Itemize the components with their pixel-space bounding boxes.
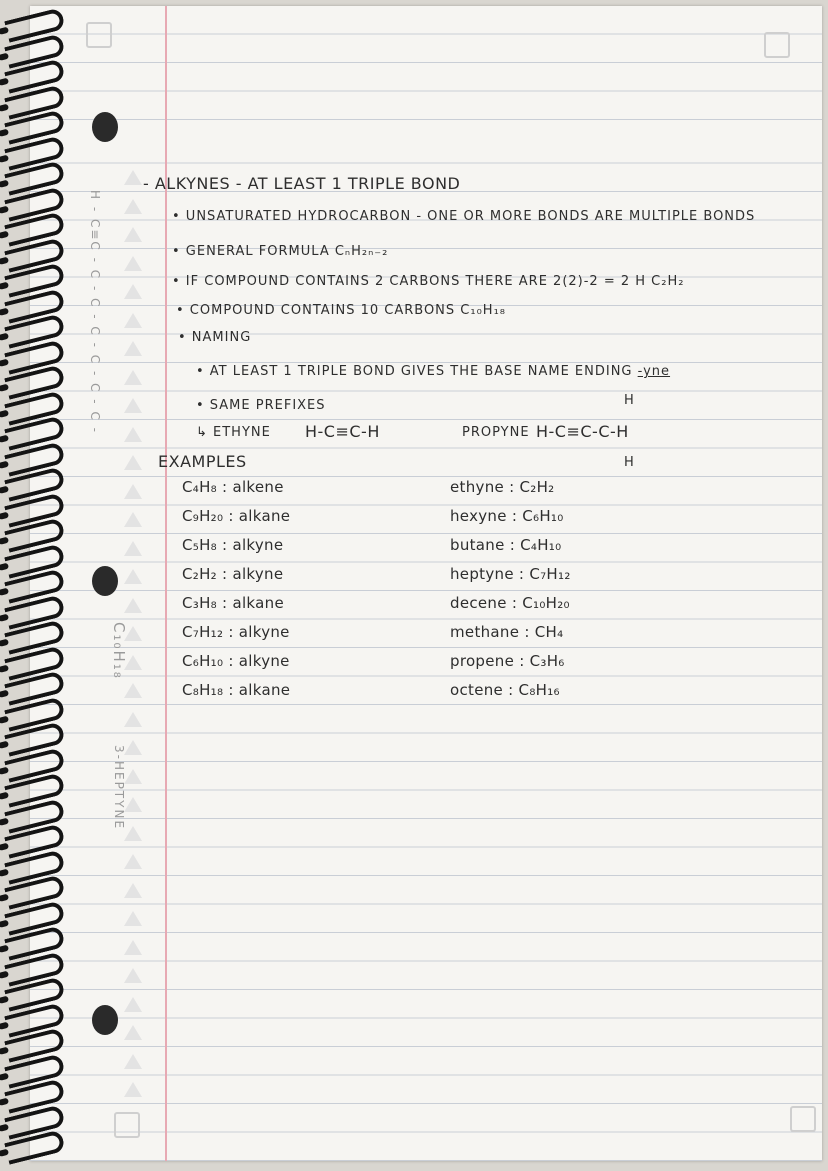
- triangle-mark: [124, 341, 142, 356]
- triangle-mark: [124, 227, 142, 242]
- triangle-mark: [124, 797, 142, 812]
- triangle-mark: [124, 940, 142, 955]
- example-item: propene : C₃H₆: [450, 652, 565, 670]
- triangle-mark: [124, 170, 142, 185]
- example-item: methane : CH₄: [450, 623, 564, 641]
- triangle-mark: [124, 1025, 142, 1040]
- example-item: C₉H₂₀ : alkane: [182, 507, 291, 525]
- triangle-mark: [124, 512, 142, 527]
- punch-hole: [92, 566, 118, 596]
- bullet: • NAMING: [178, 330, 252, 345]
- example-item: octene : C₈H₁₆: [450, 681, 560, 699]
- punch-hole: [92, 1005, 118, 1035]
- propyne-structure: H-C≡C-C-H: [536, 422, 629, 441]
- bullet: • IF COMPOUND CONTAINS 2 CARBONS THERE ARE 2(2)-2 = 2 H C₂H₂: [172, 274, 685, 289]
- example-item: C₃H₈ : alkane: [182, 594, 284, 612]
- corner-mark: [790, 1106, 816, 1132]
- triangle-mark: [124, 398, 142, 413]
- triangle-mark: [124, 1082, 142, 1097]
- example-item: heptyne : C₇H₁₂: [450, 565, 571, 583]
- triangle-mark: [124, 740, 142, 755]
- naming-rule: • AT LEAST 1 TRIPLE BOND GIVES THE BASE NAME ENDING -yne: [196, 364, 671, 379]
- triangle-mark: [124, 712, 142, 727]
- triangle-mark: [124, 683, 142, 698]
- triangle-mark: [124, 997, 142, 1012]
- example-item: C₈H₁₈ : alkane: [182, 681, 291, 699]
- triangle-mark: [124, 598, 142, 613]
- triangle-mark: [124, 427, 142, 442]
- triangle-mark: [124, 284, 142, 299]
- triangle-mark: [124, 1054, 142, 1069]
- triangle-mark: [124, 541, 142, 556]
- triangle-mark: [124, 854, 142, 869]
- triangle-mark: [124, 256, 142, 271]
- propyne-top-h: H: [624, 393, 635, 408]
- triangle-mark: [124, 569, 142, 584]
- example-item: C₆H₁₀ : alkyne: [182, 652, 290, 670]
- bullet: • UNSATURATED HYDROCARBON - ONE OR MORE BONDS ARE MULTIPLE BONDS: [172, 209, 756, 224]
- example-item: butane : C₄H₁₀: [450, 536, 562, 554]
- margin-structure: H - C≡C - C - C - C - C - C - C -: [88, 190, 102, 434]
- example-item: decene : C₁₀H₂₀: [450, 594, 570, 612]
- corner-mark: [114, 1112, 140, 1138]
- example-item: C₂H₂ : alkyne: [182, 565, 284, 583]
- bullet: • GENERAL FORMULA CₙH₂ₙ₋₂: [172, 244, 389, 259]
- margin-formula: C₁₀H₁₈: [110, 622, 128, 680]
- margin-name: 3-HEPTYNE: [112, 745, 126, 831]
- triangle-mark: [124, 968, 142, 983]
- propyne-bottom-h: H: [624, 455, 635, 470]
- corner-mark: [86, 22, 112, 48]
- triangle-mark: [124, 484, 142, 499]
- example-item: C₄H₈ : alkene: [182, 478, 284, 496]
- naming-rule: • SAME PREFIXES: [196, 398, 326, 413]
- triangle-mark: [124, 769, 142, 784]
- triangle-mark: [124, 455, 142, 470]
- bullet: • COMPOUND CONTAINS 10 CARBONS C₁₀H₁₈: [176, 303, 506, 318]
- triangle-mark: [124, 313, 142, 328]
- triangle-mark: [124, 911, 142, 926]
- heading: - ALKYNES - AT LEAST 1 TRIPLE BOND: [143, 174, 461, 193]
- ethyne-structure: H-C≡C-H: [305, 422, 380, 441]
- example-item: C₅H₈ : alkyne: [182, 536, 284, 554]
- corner-mark: [764, 32, 790, 58]
- ethyne-label: ↳ ETHYNE: [196, 425, 271, 440]
- propyne-label: PROPYNE: [462, 425, 530, 440]
- spiral-binding: [0, 0, 70, 1171]
- example-item: hexyne : C₆H₁₀: [450, 507, 564, 525]
- example-item: ethyne : C₂H₂: [450, 478, 555, 496]
- triangle-mark: [124, 826, 142, 841]
- triangle-mark: [124, 883, 142, 898]
- examples-title: EXAMPLES: [158, 452, 247, 471]
- triangle-mark: [124, 370, 142, 385]
- punch-hole: [92, 112, 118, 142]
- example-item: C₇H₁₂ : alkyne: [182, 623, 290, 641]
- triangle-mark: [124, 199, 142, 214]
